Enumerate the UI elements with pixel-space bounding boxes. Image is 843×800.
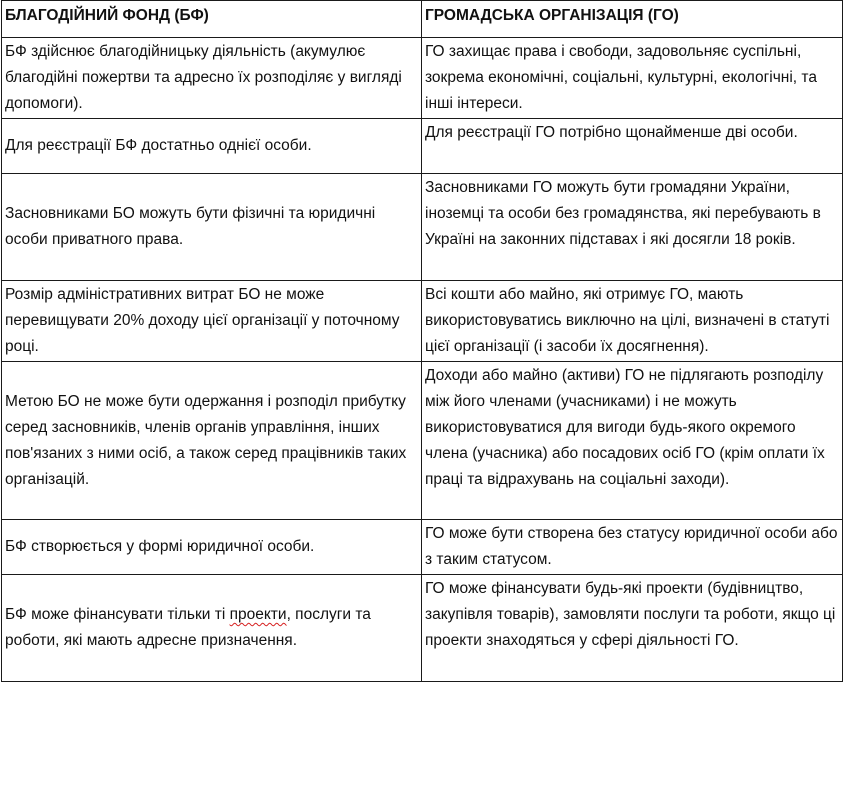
charity-fund-cell <box>2 575 422 682</box>
charity-fund-cell: Для реєстрації БФ достатньо однієї особи. <box>2 119 422 174</box>
charity-fund-cell: БФ здійснює благодійницьку діяльність (акумулює благодійні пожертви та адресно їх розподіляє у вигляді допомоги). <box>2 38 422 119</box>
table-row <box>2 119 843 174</box>
public-organization-cell: Всі кошти або майно, які отримує ГО, мають використовуватись виключно на цілі, визначені в статуті цієї організації (і засоби їх досягнення). <box>422 281 843 362</box>
table-row <box>2 281 843 362</box>
charity-fund-cell: Розмір адміністративних витрат БО не може перевищувати 20% доходу цієї організації у поточному році. <box>2 281 422 362</box>
table-row <box>2 174 843 281</box>
table-row <box>2 38 843 119</box>
cell-text-after: , послуги та роботи, які мають адресне призначення. <box>5 606 371 649</box>
public-organization-cell: ГО може фінансувати будь-які проекти (будівництво, закупівля товарів), замовляти послуги та роботи, якщо ці проекти знаходяться у сфері діяльності ГО. <box>422 575 843 682</box>
charity-fund-cell: БФ створюється у формі юридичної особи. <box>2 520 422 575</box>
header-public-organization: ГРОМАДСЬКА ОРГАНІЗАЦІЯ (ГО) <box>422 1 843 38</box>
cell-text-before: БФ може фінансувати тільки ті <box>5 606 230 623</box>
table-row <box>2 362 843 520</box>
public-organization-cell: Для реєстрації ГО потрібно щонайменше дві особи. <box>422 119 843 174</box>
table-row <box>2 575 843 682</box>
table-row <box>2 520 843 575</box>
charity-fund-cell: Метою БО не може бути одержання і розподіл прибутку серед засновників, членів органів управління, інших пов'язаних з ними осіб, а також серед працівників таких організацій. <box>2 362 422 520</box>
charity-fund-cell: Засновниками БО можуть бути фізичні та юридичні особи приватного права. <box>2 174 422 281</box>
public-organization-cell: ГО може бути створена без статусу юридичної особи або з таким статусом. <box>422 520 843 575</box>
public-organization-cell: ГО захищає права і свободи, задовольняє суспільні, зокрема економічні, соціальні, культурні, екологічні, та інші інтереси. <box>422 38 843 119</box>
public-organization-cell: Засновниками ГО можуть бути громадяни України, іноземці та особи без громадянства, які перебувають в Україні на законних підставах і які досягли 18 років. <box>422 174 843 281</box>
spellcheck-marked-word[interactable]: проекти <box>229 606 287 623</box>
header-row <box>2 1 843 38</box>
public-organization-cell: Доходи або майно (активи) ГО не підлягають розподілу між його членами (учасниками) і не можуть використовуватися для вигоди будь-якого окремого члена (учасника) або посадових осіб ГО (крім оплати їх праці та відрахувань на соціальні заходи). <box>422 362 843 520</box>
comparison-table <box>1 0 843 682</box>
header-charity-fund: БЛАГОДІЙНИЙ ФОНД (БФ) <box>2 1 422 38</box>
